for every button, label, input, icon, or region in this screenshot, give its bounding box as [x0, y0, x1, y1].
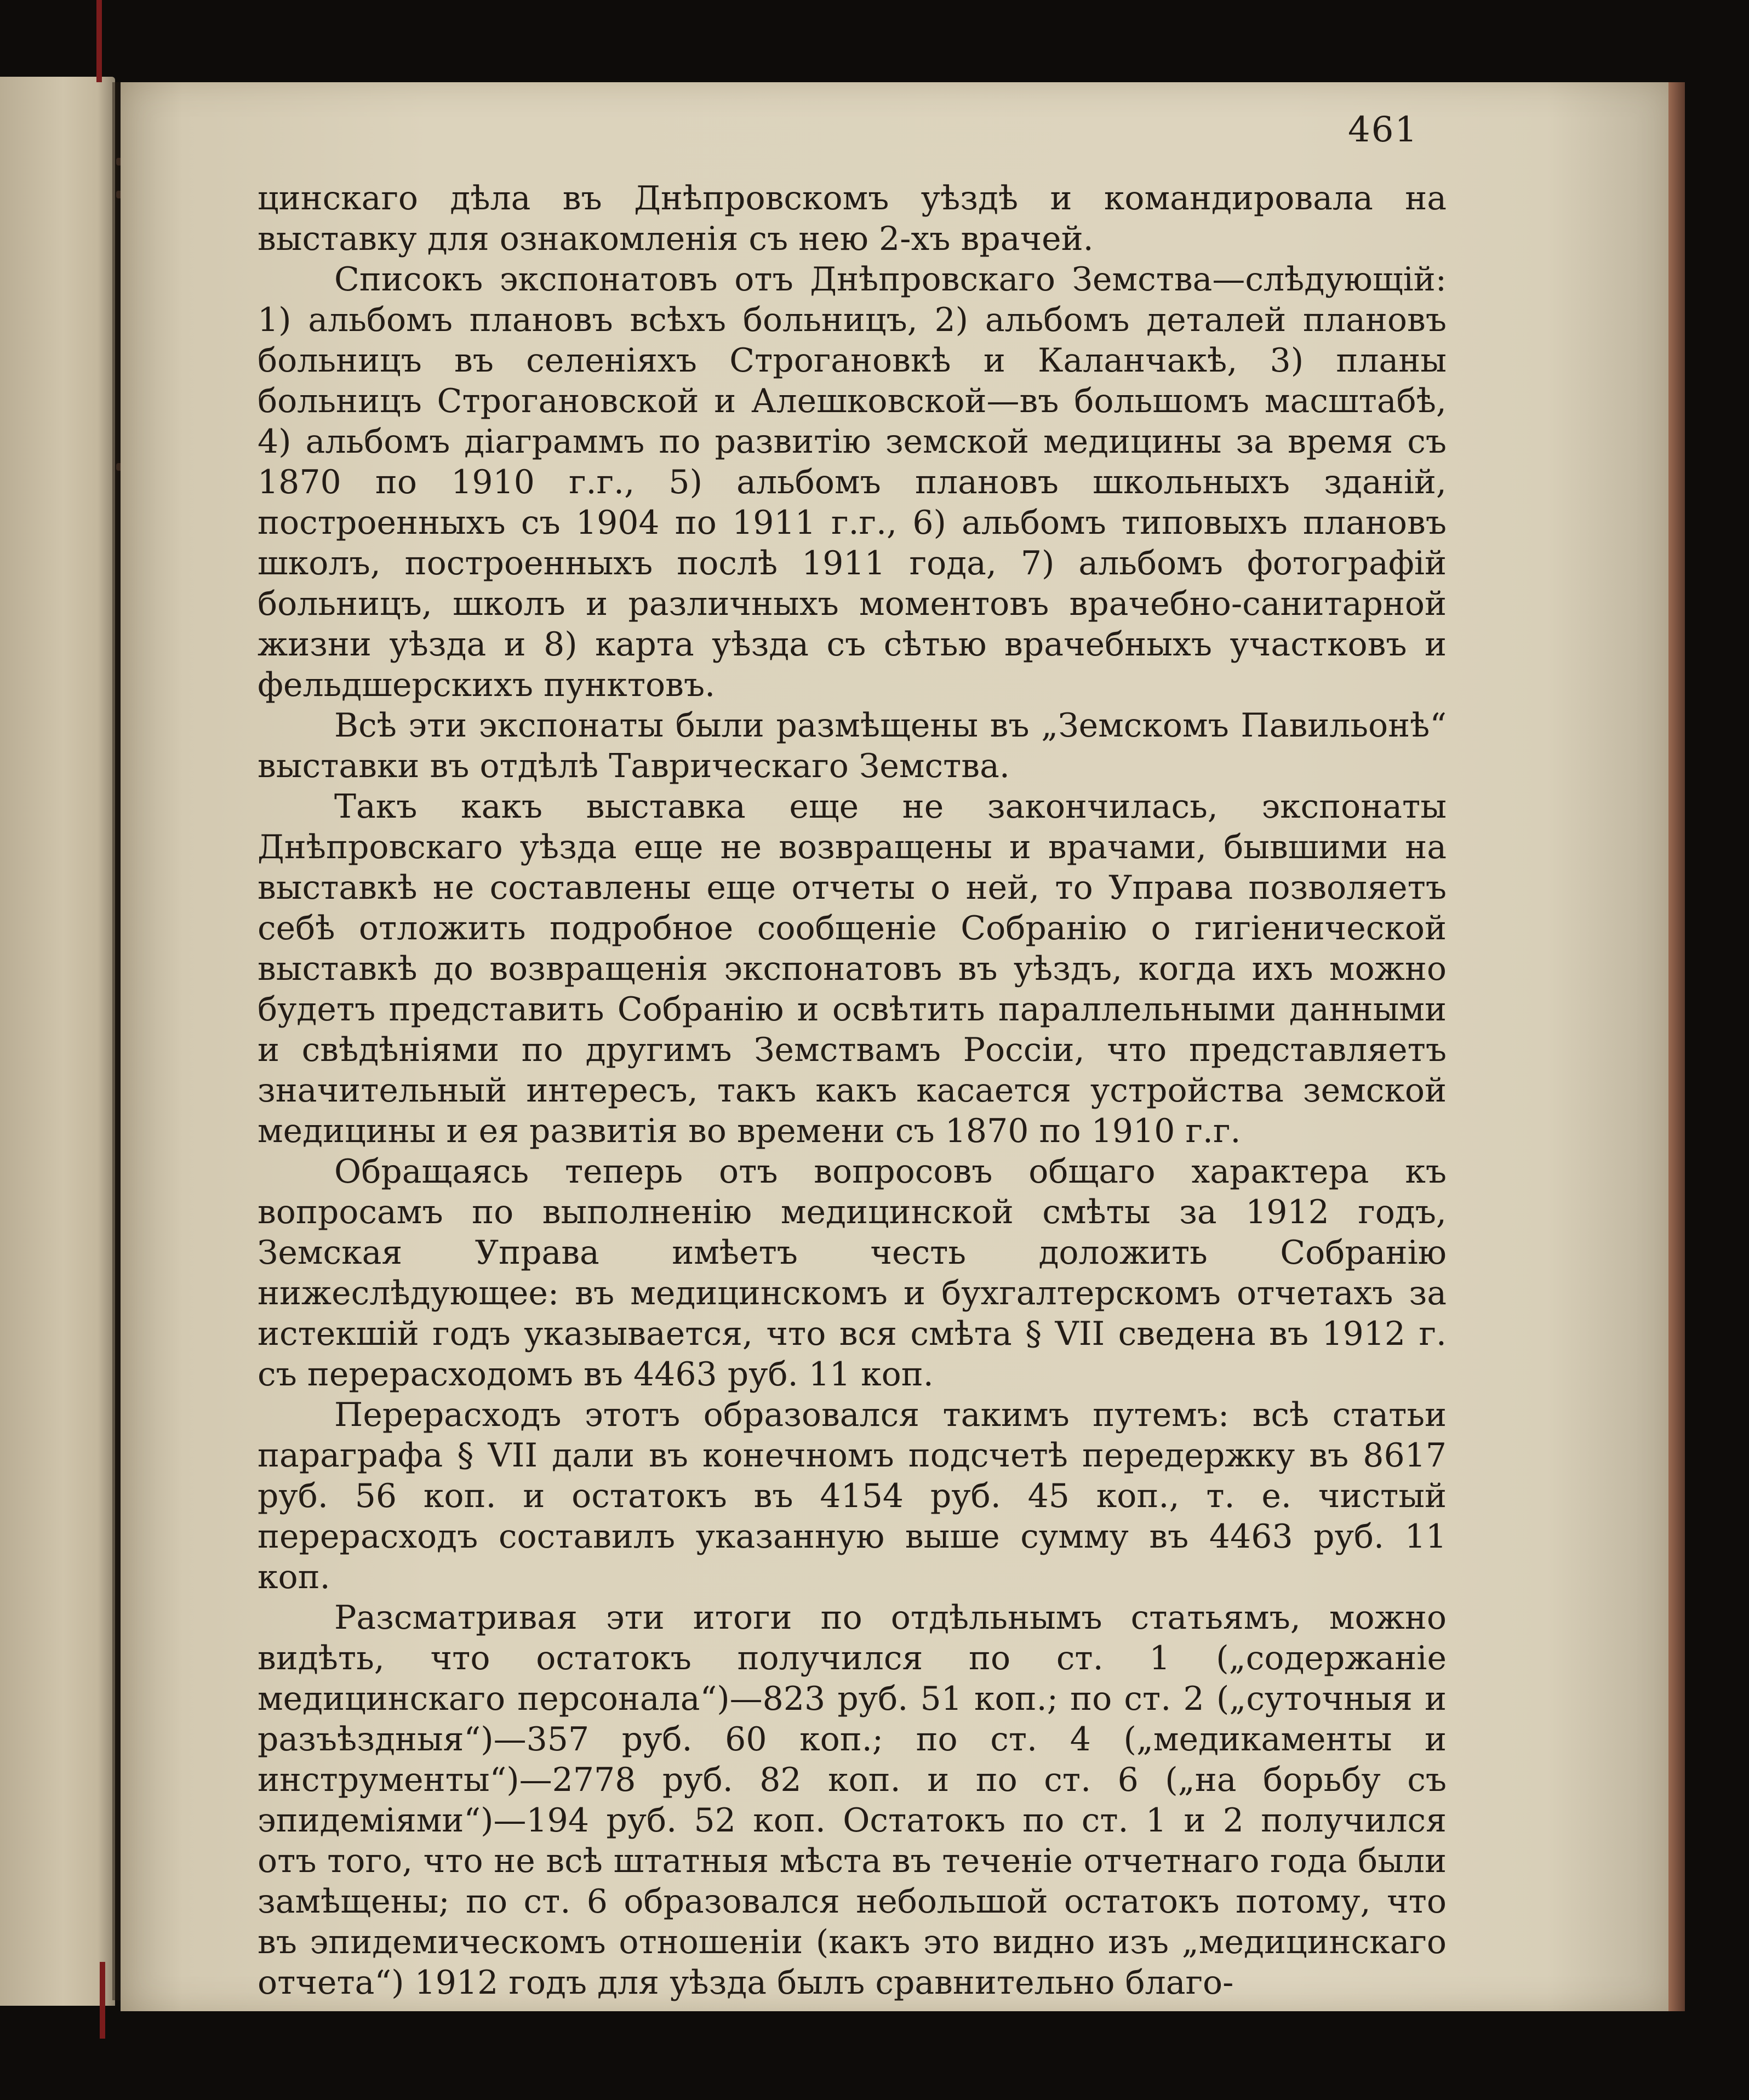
- previous-page-edge: [0, 77, 115, 2006]
- paragraph: Обращаясь теперь отъ вопросовъ общаго характера къ вопросамъ по выполненію медицинской смѣты за 1912 годъ, Земская Управа имѣетъ честь доложить Собранію нижеслѣдующее: въ медицинскомъ и бухгалтерскомъ отчетахъ за истекшій годъ указывается, что вся смѣта § VII сведена въ 1912 г. съ перерасходомъ въ 4463 руб. 11 коп.: [258, 1152, 1447, 1394]
- paragraph: Перерасходъ этотъ образовался такимъ путемъ: всѣ статьи параграфа § VII дали въ конечномъ подсчетѣ передержку въ 8617 руб. 56 коп. и остатокъ въ 4154 руб. 45 коп., т. е. чистый перерасходъ составилъ указанную выше сумму въ 4463 руб. 11 коп.: [258, 1396, 1447, 1596]
- page-text: [258, 178, 1447, 2003]
- paragraph: Такъ какъ выставка еще не закончилась, экспонаты Днѣпровскаго уѣзда еще не возвращены и врачами, бывшими на выставкѣ не составлены еще отчеты о ней, то Управа позволяетъ себѣ отложить подробное сообщеніе Собранію о гигіенической выставкѣ до возвращенія экспонатовъ въ уѣздъ, когда ихъ можно будетъ представить Собранію и освѣтить параллельными данными и свѣдѣніями по другимъ Земствамъ Россіи, что представляетъ значительный интересъ, такъ какъ касается устройства земской медицины и ея развитія во времени съ 1870 по 1910 г.г.: [258, 787, 1447, 1150]
- paragraph: Списокъ экспонатовъ отъ Днѣпровскаго Земства—слѣдующій: 1) альбомъ плановъ всѣхъ больницъ, 2) альбомъ деталей плановъ больницъ въ селеніяхъ Строгановкѣ и Каланчакѣ, 3) планы больницъ Строгановской и Алешковской—въ большомъ масштабѣ, 4) альбомъ діаграммъ по развитію земской медицины за время съ 1870 по 1910 г.г., 5) альбомъ плановъ школьныхъ зданій, построенныхъ съ 1904 по 1911 г.г., 6) альбомъ типовыхъ плановъ школъ, построенныхъ послѣ 1911 года, 7) альбомъ фотографій больницъ, школъ и различныхъ моментовъ врачебно-санитарной жизни уѣзда и 8) карта уѣзда съ сѣтью врачебныхъ участковъ и фельдшерскихъ пунктовъ.: [258, 260, 1447, 704]
- bookmark-ribbon: [100, 1962, 105, 2039]
- bookmark-ribbon: [96, 0, 102, 82]
- paragraph: цинскаго дѣла въ Днѣпровскомъ уѣздѣ и командировала на выставку для ознакомленія съ нею 2-хъ врачей.: [258, 179, 1447, 258]
- paragraph: Разсматривая эти итоги по отдѣльнымъ статьямъ, можно видѣть, что остатокъ получился по ст. 1 („содержаніе медицинскаго персонала“)—823 руб. 51 коп.; по ст. 2 („суточныя и разъѣздныя“)—357 руб. 60 коп.; по ст. 4 („медикаменты и инструменты“)—2778 руб. 82 коп. и по ст. 6 („на борьбу съ эпидеміями“)—194 руб. 52 коп. Остатокъ по ст. 1 и 2 получился отъ того, что не всѣ штатныя мѣста въ теченіе отчетнаго года были замѣщены; по ст. 6 образовался небольшой остатокъ потому, что въ эпидемическомъ отношеніи (какъ это видно изъ „медицинскаго отчета“) 1912 годъ для уѣзда былъ сравнительно благо-: [258, 1599, 1447, 2002]
- page-number: 461: [1348, 110, 1419, 150]
- paragraph: Всѣ эти экспонаты были размѣщены въ „Земскомъ Павильонѣ“ выставки въ отдѣлѣ Таврическаго Земства.: [258, 706, 1447, 785]
- page-edge: [1668, 82, 1685, 2011]
